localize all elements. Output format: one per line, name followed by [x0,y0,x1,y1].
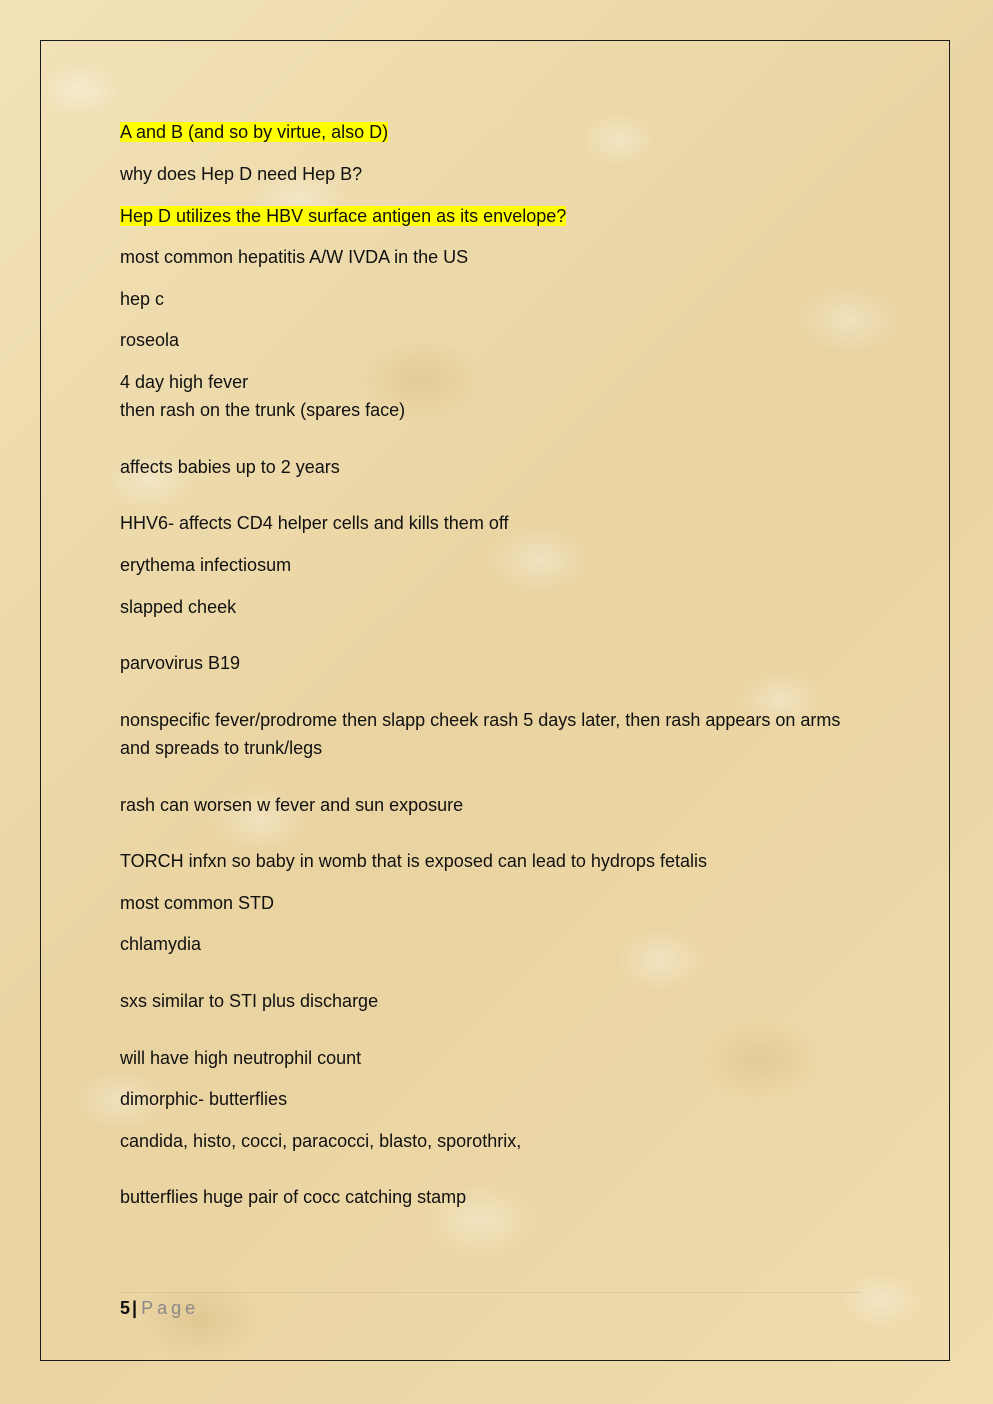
text-line: dimorphic- butterflies [120,1089,288,1109]
text-line: affects babies up to 2 years [120,457,340,477]
page-label: Page [141,1298,200,1318]
text-line: parvovirus B19 [120,653,241,673]
text-line [120,202,566,230]
footer-rule [120,1292,860,1293]
text-line: most common STD [120,893,275,913]
text-line: roseola [120,330,180,350]
text-line: then rash on the trunk (spares face) [120,400,406,420]
text-line [120,118,388,146]
highlighted-text: Hep D utilizes the HBV surface antigen as its envelope? [120,206,567,226]
text-line: hep c [120,289,165,309]
page-border [40,40,950,1361]
text-line: erythema infectiosum [120,555,292,575]
text-line: chlamydia [120,934,202,954]
page-footer [120,1294,199,1322]
page-number: 5 [120,1298,131,1318]
footer-separator: | [132,1298,138,1318]
text-line: candida, histo, cocci, paracocci, blasto, sporothrix, [120,1131,522,1151]
text-line: rash can worsen w fever and sun exposure [120,795,464,815]
text-line: sxs similar to STI plus discharge [120,991,379,1011]
text-line: HHV6- affects CD4 helper cells and kills them off [120,513,509,533]
text-line: why does Hep D need Hep B? [120,164,363,184]
text-line: 4 day high fever [120,372,249,392]
text-line: will have high neutrophil count [120,1048,362,1068]
text-line: slapped cheek [120,597,237,617]
text-line: most common hepatitis A/W IVDA in the US [120,247,469,267]
highlighted-text: A and B (and so by virtue, also D) [120,122,389,142]
text-line: butterflies huge pair of cocc catching stamp [120,1187,467,1207]
text-line: TORCH infxn so baby in womb that is exposed can lead to hydrops fetalis [120,851,707,871]
text-paragraph: nonspecific fever/prodrome then slapp cheek rash 5 days later, then rash appears on arms and spreads to trunk/legs [120,710,841,758]
